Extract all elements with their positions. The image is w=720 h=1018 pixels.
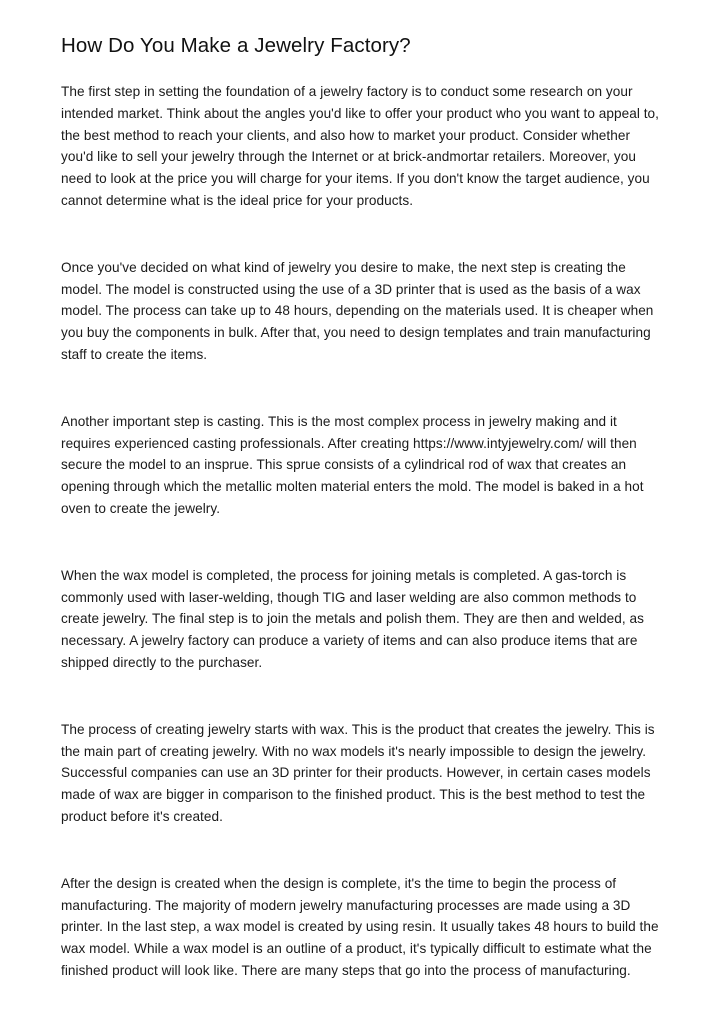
paragraph-casting: Another important step is casting. This is the most complex process in jewelry making and it requires experienced casting professionals. After creating https://www.intyjewelry.com/ will then secure the model to an insprue. This sprue consists of a cylindrical rod of wax that creates an opening through which the metallic molten material enters the mold. The model is baked in a hot oven to create the jewelry. — [61, 413, 644, 516]
paragraph-research: The first step in setting the foundation of a jewelry factory is to conduct some research on your intended market. Think about the angles you'd like to offer your product who you want to appeal to, the best method to reach your clients, and also how to market your product. Consider whether you'd like to sell your jewelry through the Internet or at brick-andmortar retailers. Moreover, you need to look at the price you will charge for your items. If you don't know the target audience, you cannot determine what is the ideal price for your products. — [61, 84, 659, 208]
paragraph-wax: The process of creating jewelry starts with wax. This is the product that creates the jewelry. This is the main part of creating jewelry. With no wax models it's nearly impossible to design the jewelry. Successful companies can use an 3D printer for their products. However, in certain cases models made of wax are bigger in comparison to the finished product. This is the best method to test the product before it's created. — [61, 721, 655, 824]
page-title: How Do You Make a Jewelry Factory? — [61, 34, 411, 57]
paragraph-joining-metals: When the wax model is completed, the process for joining metals is completed. A gas-torch is commonly used with laser-welding, though TIG and laser welding are also common methods to create jewelry. The final step is to join the metals and polish them. They are then and welded, as necessary. A jewelry factory can produce a variety of items and can also produce items that are shipped directly to the purchaser. — [61, 567, 644, 670]
paragraph-manufacturing: After the design is created when the design is complete, it's the time to begin the process of manufacturing. The majority of modern jewelry manufacturing processes are made using a 3D printer. In the last step, a wax model is created by using resin. It usually takes 48 hours to build the wax model. While a wax model is an outline of a product, it's typically difficult to estimate what the finished product will look like. There are many steps that go into the process of manufacturing. — [61, 875, 659, 978]
document-page — [61, 33, 661, 982]
paragraph-model: Once you've decided on what kind of jewelry you desire to make, the next step is creating the model. The model is constructed using the use of a 3D printer that is used as the basis of a wax model. The process can take up to 48 hours, depending on the materials used. It is cheaper when you buy the components in bulk. After that, you need to design templates and train manufacturing staff to create the items. — [61, 259, 654, 362]
